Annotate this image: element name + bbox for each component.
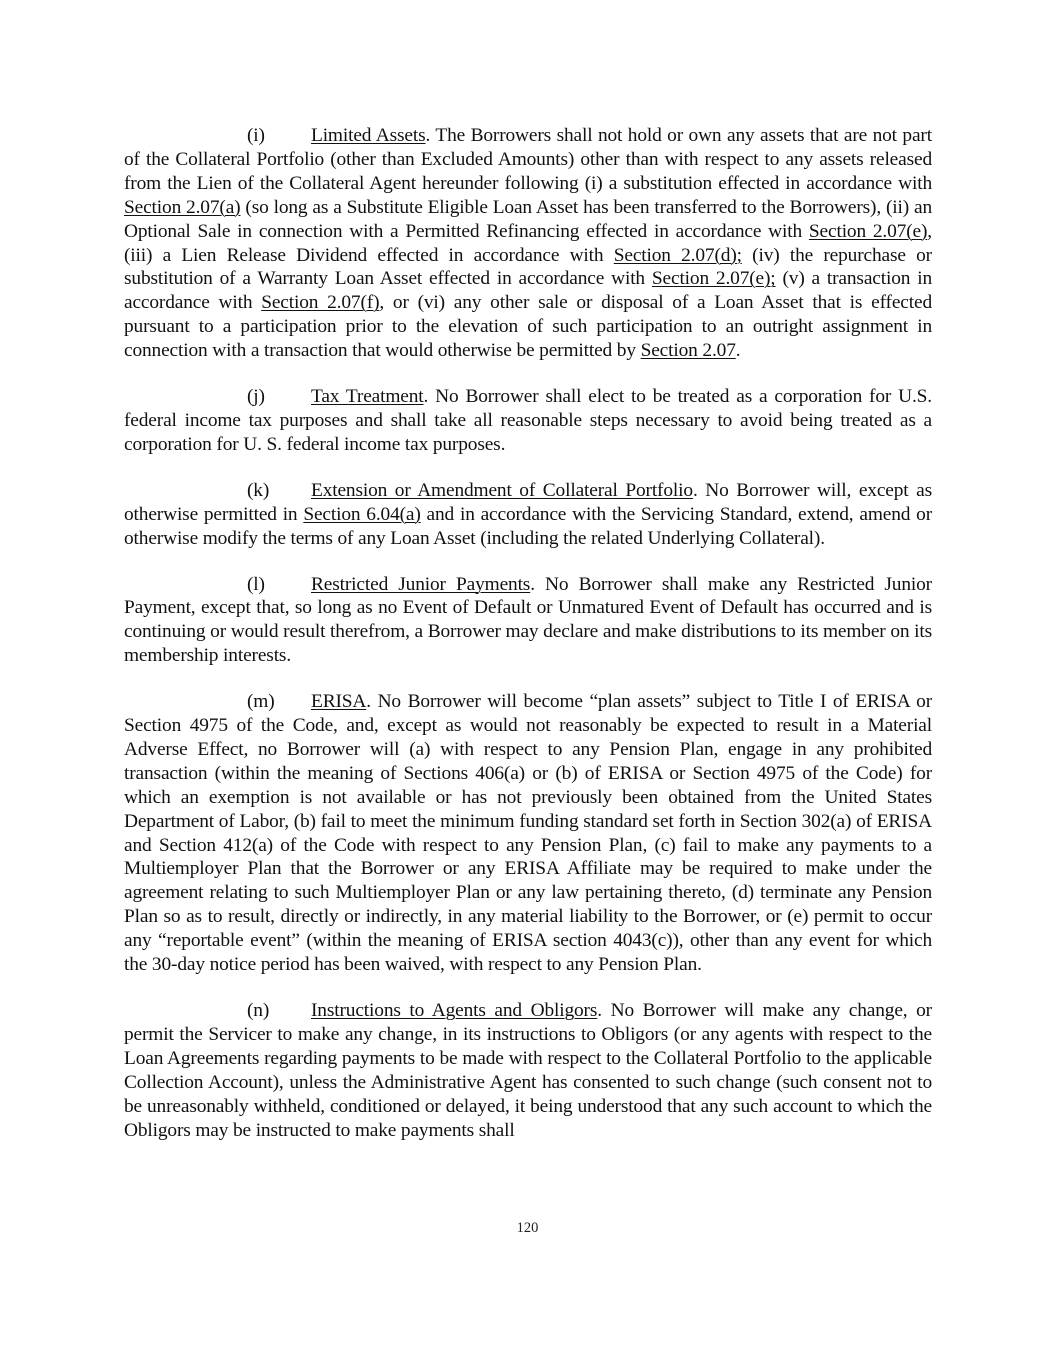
- section-l-restricted-junior-payments: [124, 573, 932, 669]
- page-number: 120: [516, 1220, 539, 1236]
- document-page: [124, 124, 932, 1164]
- cross-reference-link: Section 2.07(e);: [651, 268, 776, 290]
- body-text: . No Borrower will make any change, or permit the Servicer to make any change, in its instructions to Obligors (or any agents with respect to the Loan Agreements regarding payments to be made with respect to the Collateral Portfolio to the applicable Collection Account), unless the Administrative Agent has consented to such change (such consent not to be unreasonably withheld, conditioned or delayed, it being understood that any such account to which the Obligors may be instructed to make payments shall: [124, 1000, 932, 1141]
- section-marker: (n): [247, 1000, 270, 1021]
- section-marker: (l): [247, 573, 265, 595]
- section-marker: (m): [247, 691, 275, 713]
- body-text: . The Borrowers shall not hold or own any assets that are not part of the Collateral Portfolio (other than Excluded Amounts) other than with respect to any assets released from the Lien of the Collateral Agent hereunder following (i) a substitution effected in accordance with: [124, 125, 932, 194]
- section-heading: Limited Assets: [311, 125, 426, 146]
- body-text: , or (vi) any other sale or disposal of a Loan Asset that is effected pursuant to a participation prior to the elevation of such participation to an outright assignment in connection with a transaction that would otherwise be permitted by: [124, 292, 932, 362]
- body-text: . No Borrower will become “plan assets” subject to Title I of ERISA or Section 4975 of the Code, and, except as would not reasonably be expected to result in a Material Adverse Effect, no Borrower will (a) with respect to any Pension Plan, engage in any prohibited transaction (within the meaning of Sections 406(a) or (b) of ERISA or Section 4975 of the Code) for which an exemption is not available or has not previously been obtained from the United States Department of Labor, (b) fail to meet the minimum funding standard set forth in Section 302(a) of ERISA and Section 412(a) of the Code with respect to any Pension Plan, (c) fail to make any payments to a Multiemployer Plan that the Borrower or any ERISA Affiliate may be required to make under the agreement relating to such Multiemployer Plan or any law pertaining thereto, (d) terminate any Pension Plan so as to result, directly or indirectly, in any material liability to the Borrower, or (e) permit to occur any “reportable event” (within the meaning of ERISA section 4043(c)), other than any event for which the 30-day notice period has been waived, with respect to any Pension Plan.: [124, 691, 932, 976]
- section-marker: (j): [247, 386, 265, 408]
- body-text: .: [735, 340, 741, 362]
- cross-reference-link: Section 2.07(d);: [613, 244, 742, 266]
- body-text: . No Borrower shall make any Restricted Junior Payment, except that, so long as no Event of Default or Unmatured Event of Default has occurred and is continuing or would result therefrom, a Borrower may declare and make distributions to its member on its membership interests.: [124, 573, 932, 667]
- section-m-erisa: [124, 690, 932, 977]
- body-text: . No Borrower shall elect to be treated as a corporation for U.S. federal income tax purposes and shall take all reasonable steps necessary to avoid being treated as a corporation for U. S. federal income tax purposes.: [124, 386, 932, 455]
- section-marker: (k): [247, 479, 270, 501]
- section-heading: ERISA: [311, 691, 367, 713]
- cross-reference-link: Section 2.07(f): [261, 292, 380, 314]
- body-text: , (iii) a Lien Release Dividend effected in accordance with: [124, 220, 932, 266]
- body-text: (iv) the repurchase or substitution of a Warranty Loan Asset effected in accordance with: [124, 244, 932, 290]
- section-heading: Extension or Amendment of Collateral Portfolio: [311, 479, 693, 501]
- body-text: and in accordance with the Servicing Standard, extend, amend or otherwise modify the terms of any Loan Asset (including the related Underlying Collateral).: [124, 503, 932, 549]
- cross-reference-link: Section 2.07: [640, 340, 736, 362]
- section-k-extension-amendment: [124, 479, 932, 551]
- body-text: (so long as a Substitute Eligible Loan Asset has been transferred to the Borrowers), (ii) an Optional Sale in connection with a Permitted Refinancing effected in accordance with: [124, 196, 933, 242]
- cross-reference-link: Section 2.07(a): [124, 196, 241, 218]
- section-marker: (i): [247, 125, 265, 146]
- body-text: . No Borrower will, except as otherwise permitted in: [124, 479, 932, 525]
- cross-reference-link: Section 2.07(e): [808, 220, 928, 242]
- section-j-tax-treatment: [124, 385, 932, 457]
- cross-reference-link: Section 6.04(a): [303, 503, 421, 525]
- section-heading: Instructions to Agents and Obligors: [311, 1000, 598, 1021]
- body-text: (v) a transaction in accordance with: [124, 268, 932, 314]
- section-i-limited-assets: [124, 124, 932, 363]
- section-heading: Restricted Junior Payments: [311, 573, 531, 595]
- section-heading: Tax Treatment: [311, 386, 424, 408]
- section-n-instructions-to-agents: [124, 999, 932, 1142]
